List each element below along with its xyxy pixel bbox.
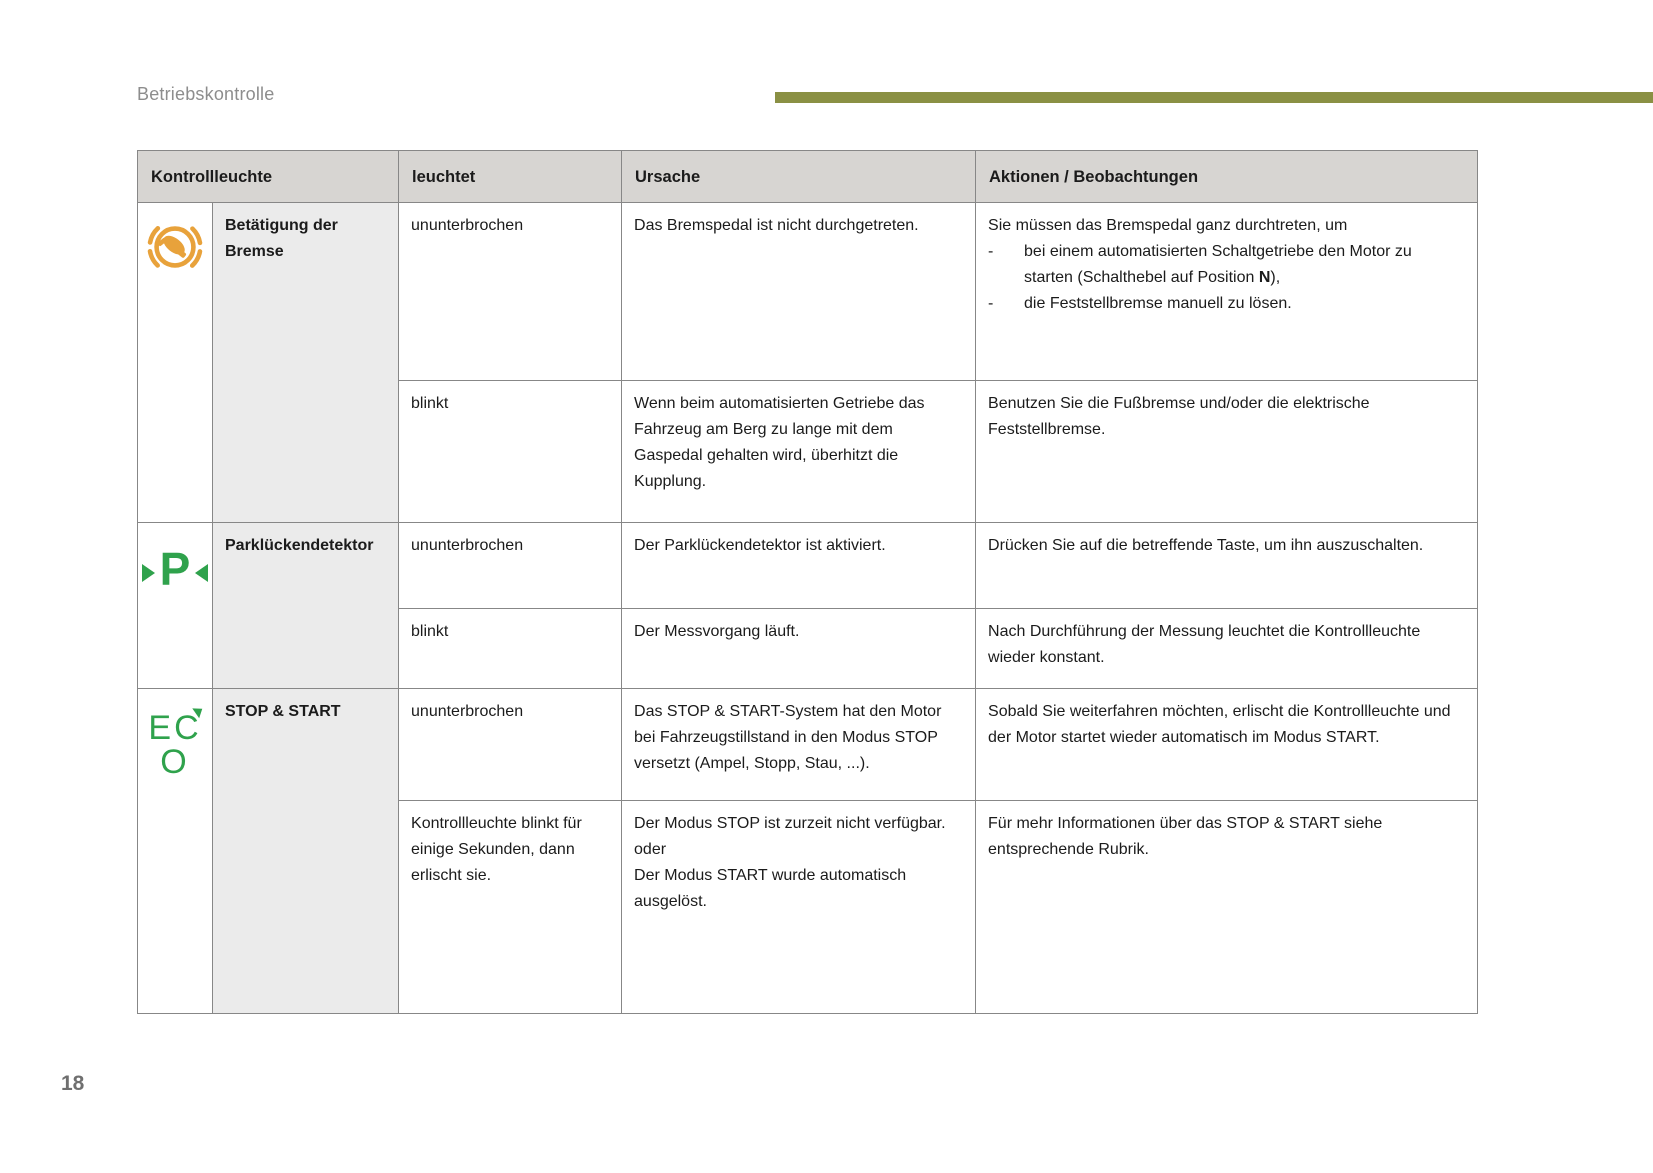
leuchtet-cell: ununterbrochen	[399, 203, 622, 381]
ursache-line: Der Modus START wurde automatisch ausgelöst.	[634, 867, 907, 910]
ursache-line: oder	[634, 841, 667, 858]
aktionen-intro: Sie müssen das Bremspedal ganz durchtreten, um	[988, 217, 1348, 234]
aktionen-cell	[976, 203, 1478, 381]
triangle-left-icon	[195, 564, 208, 582]
leuchtet-cell: ununterbrochen	[399, 523, 622, 609]
bullet-text: die Feststellbremse manuell zu lösen.	[1024, 295, 1292, 312]
parking-space-detector-icon	[138, 523, 213, 689]
ursache-cell: Der Messvorgang läuft.	[622, 609, 976, 689]
col-header-kontrollleuchte: Kontrollleuchte	[138, 151, 399, 203]
bullet-dash: -	[988, 243, 994, 260]
indicator-name: Parklückendetektor	[213, 523, 399, 689]
accent-bar	[775, 92, 1653, 103]
park-p-icon	[140, 543, 210, 595]
table-row	[138, 523, 1478, 609]
ursache-line: Der Modus STOP ist zurzeit nicht verfügbar.	[634, 815, 946, 832]
page-number: 18	[61, 1072, 85, 1095]
eco-icon: ECO	[148, 709, 202, 781]
indicator-name: STOP & START	[213, 689, 399, 1014]
col-header-leuchtet: leuchtet	[399, 151, 622, 203]
brake-actuation-warning-icon	[138, 203, 213, 523]
eco-stop-start-icon	[138, 689, 213, 1014]
triangle-right-icon	[142, 564, 155, 582]
table-header-row	[138, 151, 1478, 203]
bullet-text: bei einem automatisierten Schaltgetriebe den Motor zu starten (Schalthebel auf Position N),	[1024, 243, 1412, 286]
leuchtet-cell: Kontrollleuchte blinkt für einige Sekunden, dann erlischt sie.	[399, 801, 622, 1014]
aktionen-bullet	[988, 239, 1465, 291]
aktionen-cell: Sobald Sie weiterfahren möchten, erlischt die Kontrollleuchte und der Motor startet wieder automatisch im Modus START.	[976, 689, 1478, 801]
park-letter: P	[159, 543, 191, 595]
aktionen-cell: Nach Durchführung der Messung leuchtet die Kontrollleuchte wieder konstant.	[976, 609, 1478, 689]
aktionen-bullet	[988, 291, 1465, 317]
aktionen-cell: Drücken Sie auf die betreffende Taste, um ihn auszuschalten.	[976, 523, 1478, 609]
leuchtet-cell: blinkt	[399, 381, 622, 523]
ursache-cell: Wenn beim automatisierten Getriebe das Fahrzeug am Berg zu lange mit dem Gaspedal gehalten wird, überhitzt die Kupplung.	[622, 381, 976, 523]
ursache-cell: Das STOP & START-System hat den Motor bei Fahrzeugstillstand in den Modus STOP versetzt (Ampel, Stopp, Stau, ...).	[622, 689, 976, 801]
aktionen-cell: Benutzen Sie die Fußbremse und/oder die elektrische Feststellbremse.	[976, 381, 1478, 523]
indicator-name: Betätigung der Bremse	[213, 203, 399, 523]
bullet-dash: -	[988, 295, 994, 312]
brake-pedal-foot-icon	[140, 219, 210, 275]
ursache-cell	[622, 801, 976, 1014]
ursache-cell: Das Bremspedal ist nicht durchgetreten.	[622, 203, 976, 381]
col-header-ursache: Ursache	[622, 151, 976, 203]
col-header-aktionen: Aktionen / Beobachtungen	[976, 151, 1478, 203]
leuchtet-cell: blinkt	[399, 609, 622, 689]
aktionen-cell: Für mehr Informationen über das STOP & START siehe entsprechende Rubrik.	[976, 801, 1478, 1014]
table-row	[138, 203, 1478, 381]
leuchtet-cell: ununterbrochen	[399, 689, 622, 801]
table-row	[138, 689, 1478, 801]
ursache-cell: Der Parklückendetektor ist aktiviert.	[622, 523, 976, 609]
indicator-table	[137, 150, 1478, 1014]
section-title: Betriebskontrolle	[137, 84, 275, 104]
